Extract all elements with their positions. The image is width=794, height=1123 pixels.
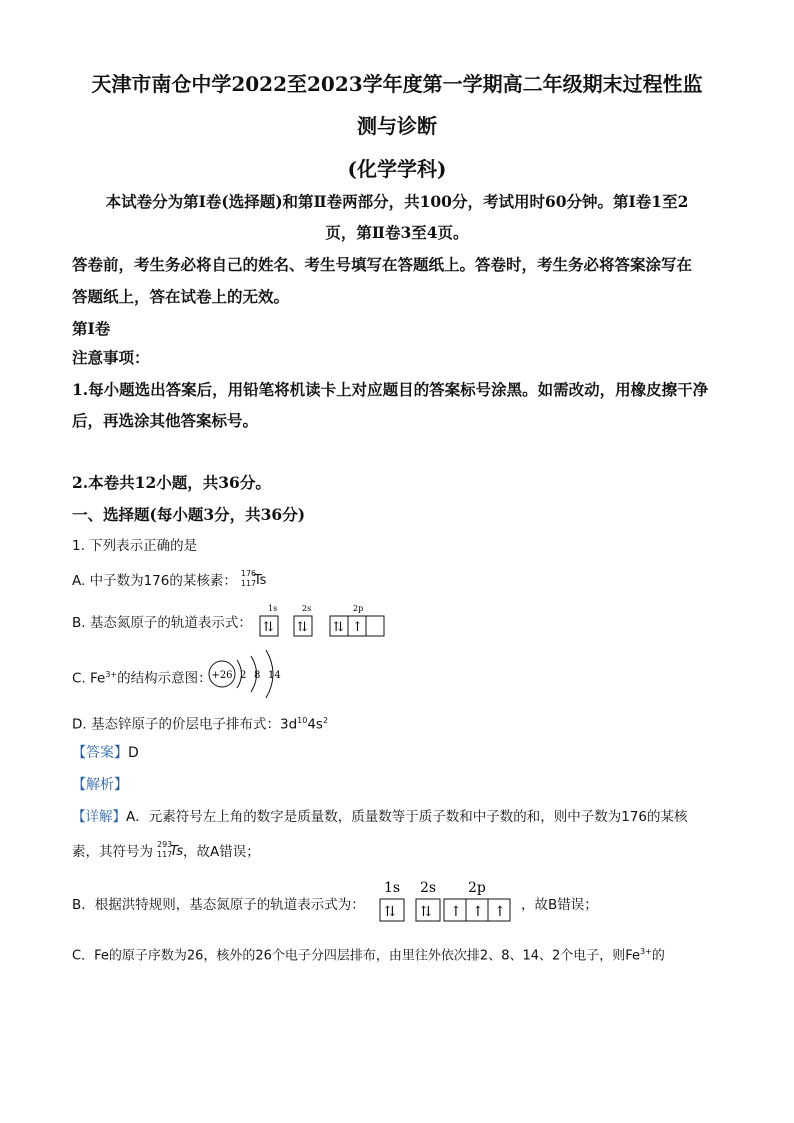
explanation-a-line2 — [72, 842, 722, 862]
shell-count-2: 8 — [254, 670, 261, 681]
notice-line2: 答题纸上，答在试卷上的无效。 — [72, 287, 290, 306]
option-a — [72, 571, 271, 591]
explanation-a-text1: A．元素符号左上角的数字是质量数，质量数等于质子数和中子数的和，则中子数为176的某核 — [126, 809, 688, 825]
attention-heading: 注意事项： — [72, 348, 150, 367]
notice-line1: 答卷前，考生务必将自己的姓名、考生号填写在答题纸上。答卷时，考生务必将答案涂写在 — [72, 255, 693, 274]
rule1-line1: 1.每小题选出答案后，用铅笔将机读卡上对应题目的答案标号涂黑。如需改动，用橡皮擦干净 — [72, 380, 709, 399]
orbital-label-2p: 2p — [353, 604, 364, 613]
electron-pair-icon: ⇅ — [420, 904, 432, 920]
electron-up-icon: ↑ — [352, 620, 363, 635]
option-c — [72, 666, 212, 688]
explanation-a-line1 — [72, 807, 722, 827]
electron-pair-icon: ⇅ — [263, 620, 274, 635]
option-c-suffix: 的结构示意图： — [117, 670, 212, 687]
volume-heading: 第Ⅰ卷 — [72, 319, 111, 338]
shell-count-1: 2 — [240, 670, 247, 681]
explanation-b-suffix: ，故B错误； — [521, 897, 598, 913]
intro-line1: 本试卷分为第Ⅰ卷(选择题)和第Ⅱ卷两部分，共100分，考试用时60分钟。第Ⅰ卷1至2 — [105, 192, 689, 211]
electron-pair-icon: ⇅ — [297, 620, 308, 635]
option-c-prefix: C. Fe — [72, 670, 106, 687]
explanation-c-line — [72, 942, 732, 966]
rule2: 2.本卷共12小题，共36分。 — [72, 473, 271, 492]
explanation-b-suffix-line — [521, 895, 721, 915]
detail-label: 【详解】 — [72, 809, 126, 825]
exam-title-line2: 测与诊断 — [357, 114, 437, 138]
option-d-mid: 4s — [307, 716, 323, 733]
analysis-label — [72, 775, 128, 795]
explanation-a-suffix: ，故A错误； — [183, 844, 260, 860]
nuclide-ts-answer — [157, 842, 183, 862]
explanation-c-text: C．Fe的原子序数为26，核外的26个电子分四层排布，由里往外依次排2、8、14、2个电子，则Fe — [72, 948, 641, 964]
explanation-c-tail: 的 — [651, 948, 665, 964]
answer-label: 【答案】 — [72, 745, 128, 761]
question-stem: 1. 下列表示正确的是 — [72, 538, 198, 554]
option-d-sup1: 10 — [297, 716, 308, 725]
answer-atomic-number: 117 — [157, 850, 173, 859]
electron-pair-icon: ⇅ — [333, 620, 344, 635]
nuclide-ts — [241, 571, 271, 591]
electron-up-icon: ↑ — [450, 904, 462, 920]
answer-mass-number: 293 — [157, 840, 173, 849]
answer-element-symbol: Ts — [170, 844, 184, 859]
answer-orbital-label-2s: 2s — [420, 880, 437, 896]
option-d — [72, 712, 328, 734]
electron-up-icon: ↑ — [494, 904, 506, 920]
fe3-structure-diagram — [204, 647, 294, 703]
orbital-diagram-n-option — [258, 600, 390, 640]
option-c-charge: 3+ — [105, 670, 118, 679]
explanation-c-charge: 3+ — [640, 947, 652, 956]
option-b-text: B. 基态氮原子的轨道表示式： — [72, 615, 252, 631]
option-a-text: A. 中子数为176的某核素： — [72, 573, 237, 589]
rule1-line2: 后，再选涂其他答案标号。 — [72, 411, 259, 430]
answer-line — [72, 743, 139, 763]
option-d-prefix: D. 基态锌原子的价层电子排布式：3d — [72, 716, 298, 733]
section-heading: 一、选择题(每小题3分，共36分) — [72, 505, 306, 524]
orbital-label-1s: 1s — [268, 604, 278, 613]
mass-number: 176 — [240, 569, 257, 578]
answer-orbital-label-1s: 1s — [384, 880, 401, 896]
option-d-sup2: 2 — [322, 716, 329, 725]
answer-orbital-label-2p: 2p — [468, 880, 486, 896]
exam-title-line1: 天津市南仓中学2022至2023学年度第一学期高二年级期末过程性监 — [91, 72, 703, 96]
analysis-tag: 【解析】 — [72, 777, 128, 793]
nucleus-charge: +26 — [211, 670, 233, 681]
exam-subject: (化学学科) — [347, 157, 447, 181]
shell-count-3: 14 — [268, 670, 281, 681]
element-symbol: Ts — [253, 573, 267, 588]
atomic-number: 117 — [240, 579, 257, 588]
option-b — [72, 614, 252, 632]
intro-line2: 页，第Ⅱ卷3至4页。 — [325, 223, 469, 242]
electron-pair-icon: ⇅ — [384, 904, 396, 920]
explanation-b-prefix: B．根据洪特规则，基态氮原子的轨道表示式为： — [72, 897, 365, 913]
electron-up-icon: ↑ — [472, 904, 484, 920]
answer-value: D — [128, 745, 139, 761]
orbital-diagram-n-answer — [378, 877, 518, 923]
orbital-label-2s: 2s — [302, 604, 312, 613]
explanation-a-prefix: 素，其符号为 — [72, 844, 153, 860]
